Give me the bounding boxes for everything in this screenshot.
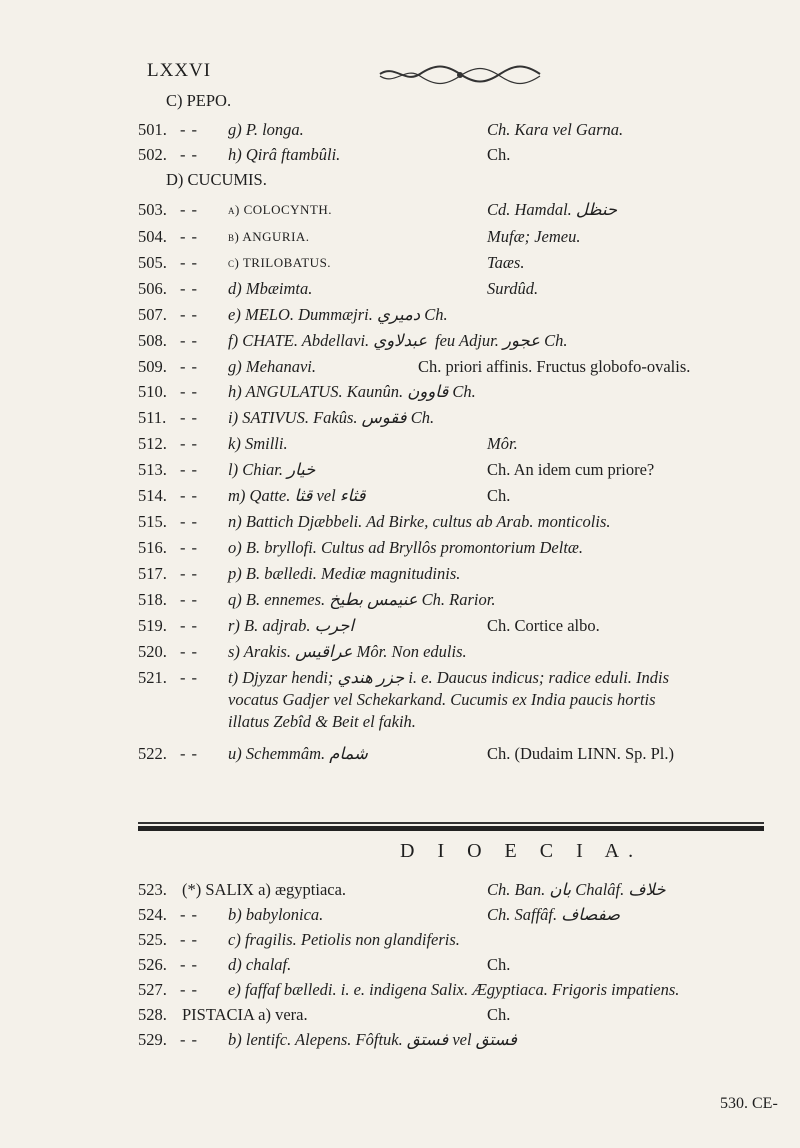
section-title-dioecia: D I O E C I A. bbox=[400, 840, 643, 862]
divider-thick bbox=[138, 826, 764, 831]
page: LXXVI C) PEPO. 501. -- g) P. longa. Ch. Kara vel Garna. 502. -- h) Qirâ ftambûli. Ch. D) CUCUMIS. 503. -- a) COLOCYNTH. Cd. Hamdal. حنظل 504. -- b) ANGURIA. Mufæ; Jemeu. 505. -- c) TRILOBATUS. Taæs. 506. -- d) Mbæimta. Surdûd. 507. -- e) MELO. Dummæjri. دميري Ch. 508. -- f) CHATE. Abdellavi. عبدلاوي feu Adjur. عجور Ch. 509. -- g) Mehanavi. Ch. priori affinis. Fructus globofo-ovalis. 510. -- h) ANGULATUS. Kaunûn. قاوون Ch. 511. -- i) SATIVUS. Fakûs. فقوس Ch. 512. -- k) Smilli. Môr. 513. -- l) Chiar. خيار Ch. An idem cum priore? 514. -- m) Qatte. قثا vel قثاء Ch. 515. -- n) Battich Djæbbeli. Ad Birke, cultus ab Arab. monticolis. 516. -- o) B. bryllofi. Cultus ad Bryllôs promontorium Deltæ. 517. -- p) B. bælledi. Mediæ magnitudinis. 518. -- q) B. ennemes. عنيمس بطيخ Ch. Rarior. 519. -- r) B. adjrab. اجرب Ch. Cortice albo. 520. -- s) Arakis. عراقيس Môr. Non edulis. 521. -- t) Djyzar hendi; جزر هندي i. e. Daucus indicus; radice eduli. Indis vocatus Gadjer vel Schekarkand. Cucumis ex India paucis hortis illatus Zebîd & Beit el fakih. 522. -- u) Schemmâm. شمام Ch. (Dudaim LINN. Sp. Pl.) D I O E C I A. 523. (*) SALIX a) ægyptiaca. Ch. Ban. بان Chalâf. خلاف 524. -- b) babylonica. Ch. Saffâf. صفصاف 525. -- c) fragilis. Petiolis non glandiferis. 526. -- d) chalaf. Ch. 527. -- e) faffaf bælledi. i. e. indigena Salix. Ægyptiaca. Frigoris impatiens. 528. PISTACIA a) vera. Ch. 529. -- b) lentifc. Alepens. Fôftuk. فستق vel فستق 530. CE- bbox=[138, 60, 778, 1112]
page-number: LXXVI bbox=[147, 60, 212, 81]
divider-thin bbox=[138, 822, 764, 824]
catchword: 530. CE- bbox=[720, 1095, 778, 1112]
ornament-icon bbox=[375, 62, 545, 86]
